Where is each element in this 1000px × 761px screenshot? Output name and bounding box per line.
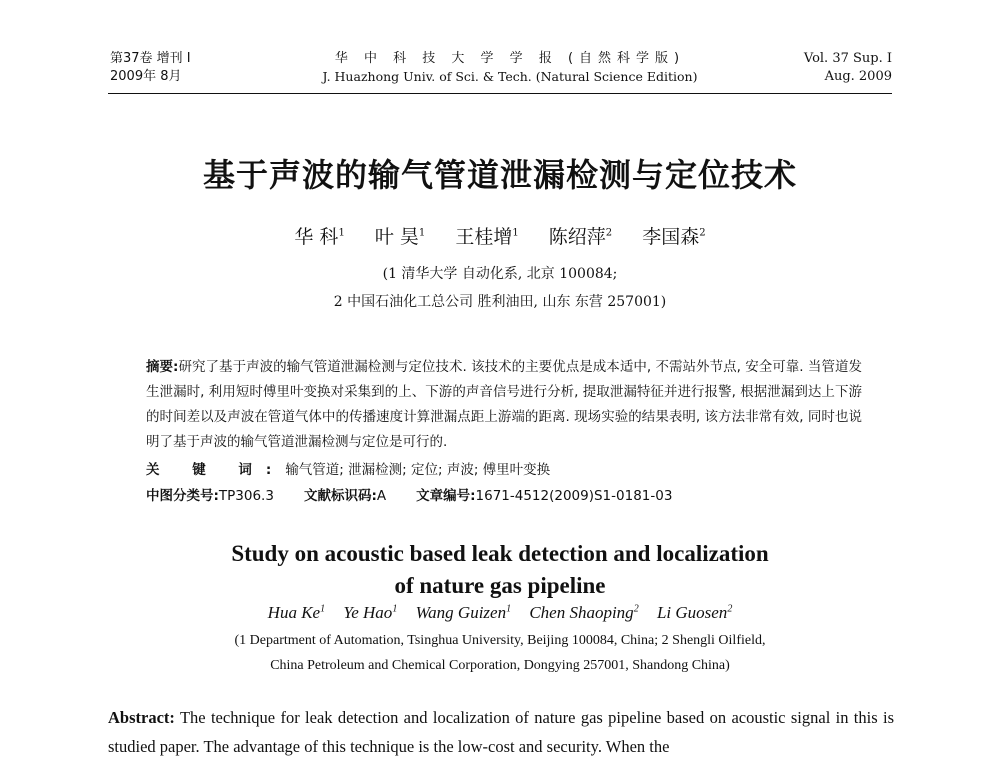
volume-issue: 第37卷 增刊 I bbox=[110, 51, 191, 66]
author-name: 华 科 bbox=[294, 226, 339, 248]
abstract-cn-label: 摘要: bbox=[146, 359, 179, 375]
author-name: Hua Ke bbox=[267, 603, 321, 622]
author-list-cn bbox=[0, 222, 1000, 249]
author-en bbox=[343, 603, 397, 622]
paper-title-cn: 基于声波的输气管道泄漏检测与定位技术 bbox=[202, 156, 797, 194]
paper-title-en-line: Study on acoustic based leak detection and localization bbox=[231, 541, 769, 566]
keywords-cn-text: 输气管道; 泄漏检测; 定位; 声波; 傅里叶变换 bbox=[285, 462, 551, 478]
author-cn bbox=[455, 226, 518, 248]
author-list-en bbox=[0, 603, 1000, 623]
abstract-en-label: Abstract: bbox=[108, 708, 175, 727]
publication-date-en: Aug. 2009 bbox=[824, 69, 892, 84]
author-cn bbox=[549, 226, 612, 248]
affiliation-en-line: China Petroleum and Chemical Corporation, Dongying 257001, Shandong China) bbox=[270, 658, 730, 673]
affiliation-mark: 1 bbox=[392, 603, 398, 615]
doc-code-value: A bbox=[376, 488, 387, 504]
author-name: 李国森 bbox=[642, 226, 700, 248]
author-name: Wang Guizen bbox=[415, 603, 507, 622]
abstract-en-text: The technique for leak detection and localization of nature gas pipeline based on acoustic signal in this is studied paper. The advantage of this technique is the low-cost and security. When the bbox=[108, 708, 894, 756]
affiliation-mark: 2 bbox=[605, 227, 613, 239]
author-cn bbox=[375, 226, 425, 248]
paper-title-en bbox=[0, 538, 1000, 602]
abstract-en bbox=[108, 703, 894, 761]
affiliation-mark: 2 bbox=[633, 603, 639, 615]
affiliation-mark: 1 bbox=[418, 227, 426, 239]
author-name: Chen Shaoping bbox=[529, 603, 634, 622]
doc-code-label: 文献标识码: bbox=[303, 488, 377, 504]
affiliation-cn-line: 2 中国石油化工总公司 胜利油田, 山东 东营 257001) bbox=[333, 294, 667, 310]
journal-volume-info bbox=[110, 50, 191, 86]
clc-label: 中图分类号: bbox=[146, 488, 219, 504]
paper-title-en-line: of nature gas pipeline bbox=[394, 573, 606, 598]
affiliation-mark: 2 bbox=[699, 227, 706, 239]
publication-date-cn: 2009年 8月 bbox=[110, 69, 182, 84]
author-name: 陈绍萍 bbox=[548, 226, 606, 248]
author-cn bbox=[642, 226, 705, 248]
affiliation-mark: 1 bbox=[338, 227, 345, 239]
volume-issue-en: Vol. 37 Sup. I bbox=[803, 51, 892, 66]
affiliation-mark: 2 bbox=[727, 603, 733, 615]
keywords-cn bbox=[146, 458, 550, 478]
article-number-label: 文章编号: bbox=[416, 488, 476, 504]
author-name: Li Guosen bbox=[656, 603, 728, 622]
journal-name bbox=[300, 50, 720, 86]
keywords-cn-label: 关 键 词: bbox=[146, 462, 286, 478]
author-name: 王桂增 bbox=[455, 226, 513, 248]
affiliation-en-line: (1 Department of Automation, Tsinghua University, Beijing 100084, China; 2 Shengli Oilfield, bbox=[234, 633, 766, 648]
author-cn bbox=[294, 226, 344, 248]
article-number-value: 1671-4512(2009)S1-0181-03 bbox=[475, 488, 673, 504]
author-en bbox=[416, 603, 512, 622]
author-en bbox=[529, 603, 638, 622]
journal-name-en: J. Huazhong Univ. of Sci. & Tech. (Natural Science Edition) bbox=[322, 69, 698, 84]
classification-info bbox=[146, 484, 866, 504]
affiliation-mark: 1 bbox=[512, 227, 519, 239]
author-name: 叶 昊 bbox=[374, 226, 419, 248]
abstract-cn bbox=[146, 355, 862, 455]
author-en bbox=[268, 603, 325, 622]
clc-value: TP306.3 bbox=[218, 488, 274, 504]
abstract-cn-text: 研究了基于声波的输气管道泄漏检测与定位技术. 该技术的主要优点是成本适中, 不需站外节点, 安全可靠. 当管道发生泄漏时, 利用短时傅里叶变换对采集到的上、下游的声音信号进行分析, 提取泄漏特征并进行报警, 根据泄漏到达上下游的时间差以及声波在管道气体中的传播速度计算泄漏点距上游端的距离. 现场实验的结果表明, 该方法非常有效, 同时也说明了基于声波的输气管道泄漏检测与定位是可行的. bbox=[146, 359, 862, 450]
header-divider bbox=[108, 93, 892, 94]
affiliation-cn-line: (1 清华大学 自动化系, 北京 100084; bbox=[382, 266, 618, 282]
journal-name-cn: 华 中 科 技 大 学 学 报 (自然科学版) bbox=[334, 51, 686, 66]
affiliation-mark: 1 bbox=[506, 603, 512, 615]
journal-volume-info-en bbox=[804, 50, 892, 86]
author-en bbox=[657, 603, 732, 622]
author-name: Ye Hao bbox=[343, 603, 393, 622]
affiliation-mark: 1 bbox=[320, 603, 326, 615]
